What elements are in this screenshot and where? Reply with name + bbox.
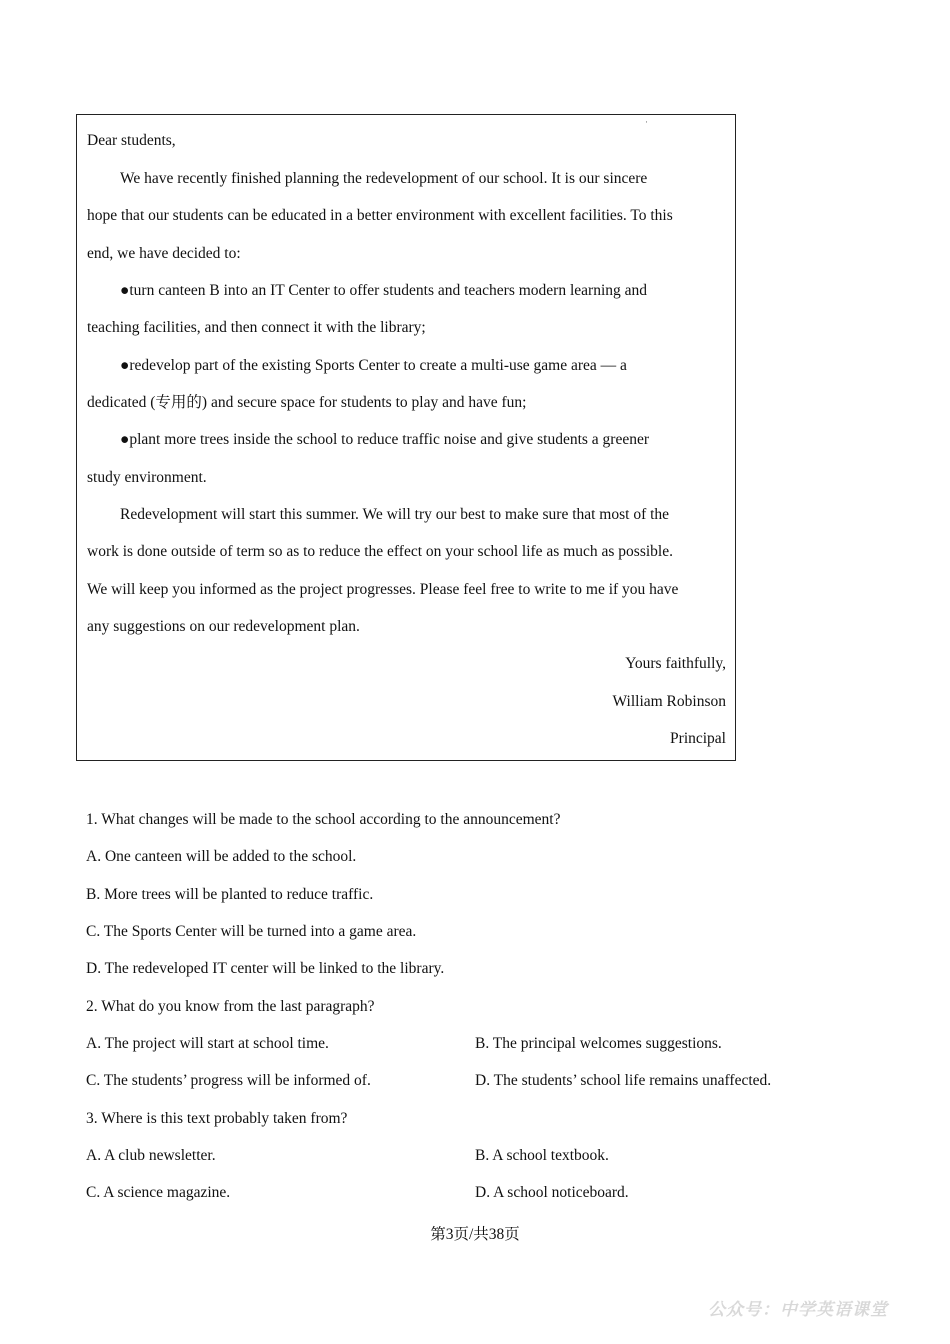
letter-signer-title: Principal [670, 730, 726, 747]
letter-p1-line2: hope that our students can be educated in a better environment with excellent facilities. To this [87, 207, 673, 224]
letter-p2-line3: We will keep you informed as the project progresses. Please feel free to write to me if you have [87, 581, 679, 598]
question-2-option-b: B. The principal welcomes suggestions. [475, 1035, 722, 1052]
question-2-stem: 2. What do you know from the last paragraph? [86, 998, 375, 1015]
letter-p1-line1: We have recently finished planning the redevelopment of our school. It is our sincere [120, 170, 648, 187]
page-number: 第3页/共38页 [430, 1226, 520, 1243]
letter-greeting: Dear students, [87, 132, 176, 149]
question-1-option-d: D. The redeveloped IT center will be linked to the library. [86, 960, 445, 977]
letter-p2-line1: Redevelopment will start this summer. We will try our best to make sure that most of the [120, 506, 670, 523]
question-3-option-b: B. A school textbook. [475, 1147, 609, 1164]
letter-p2-line2: work is done outside of term so as to reduce the effect on your school life as much as possible. [87, 543, 673, 560]
question-1-option-c: C. The Sports Center will be turned into a game area. [86, 923, 417, 940]
letter-bullet1-line2: teaching facilities, and then connect it with the library; [87, 319, 426, 336]
question-2-option-d: D. The students’ school life remains unaffected. [475, 1072, 772, 1089]
letter-bullet2-line1: ●redevelop part of the existing Sports Center to create a multi-use game area — a [120, 357, 627, 374]
question-3-option-d: D. A school noticeboard. [475, 1184, 629, 1201]
stray-dot: · [645, 117, 648, 127]
letter-bullet3-line1: ●plant more trees inside the school to reduce traffic noise and give students a greener [120, 431, 650, 448]
letter-bullet2-line2: dedicated (专用的) and secure space for students to play and have fun; [87, 394, 527, 411]
question-2-option-c: C. The students’ progress will be informed of. [86, 1072, 371, 1089]
question-1-stem: 1. What changes will be made to the school according to the announcement? [86, 811, 561, 828]
question-3-option-c: C. A science magazine. [86, 1184, 231, 1201]
letter-p1-line3: end, we have decided to: [87, 245, 241, 262]
letter-closing: Yours faithfully, [625, 655, 726, 672]
letter-box [76, 114, 736, 761]
question-2-option-a: A. The project will start at school time. [86, 1035, 329, 1052]
letter-bullet3-line2: study environment. [87, 469, 207, 486]
letter-signature: William Robinson [612, 693, 726, 710]
letter-bullet1-line1: ●turn canteen B into an IT Center to offer students and teachers modern learning and [120, 282, 648, 299]
question-3-stem: 3. Where is this text probably taken from? [86, 1110, 348, 1127]
question-1-option-b: B. More trees will be planted to reduce traffic. [86, 886, 374, 903]
question-3-option-a: A. A club newsletter. [86, 1147, 216, 1164]
question-1-option-a: A. One canteen will be added to the school. [86, 848, 357, 865]
letter-p2-line4: any suggestions on our redevelopment plan. [87, 618, 360, 635]
watermark: 公众号：中学英语课堂 [708, 1300, 888, 1320]
